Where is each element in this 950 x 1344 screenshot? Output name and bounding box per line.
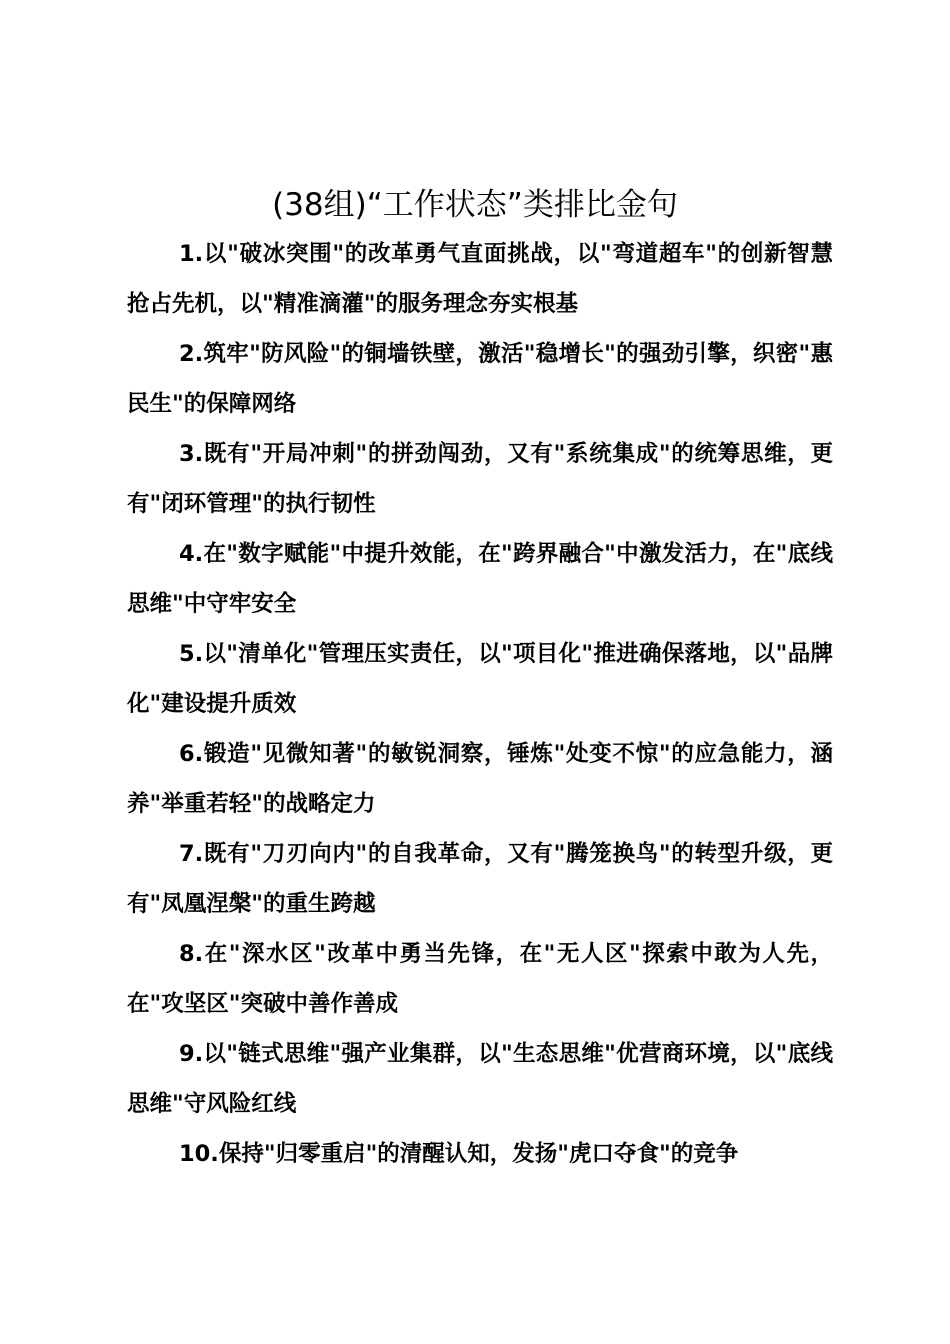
document-body (127, 229, 833, 1179)
paragraph-1: 1.以"破冰突围"的改革勇气直面挑战，以"弯道超车"的创新智慧抢占先机，以"精准滴灌"的服务理念夯实根基 (127, 241, 833, 317)
paragraph-6: 6.锻造"见微知著"的敏锐洞察，锤炼"处变不惊"的应急能力，涵养"举重若轻"的战略定力 (127, 741, 833, 817)
paragraph-5: 5.以"清单化"管理压实责任，以"项目化"推进确保落地，以"品牌化"建设提升质效 (127, 641, 833, 717)
paragraph-7: 7.既有"刀刃向内"的自我革命，又有"腾笼换鸟"的转型升级，更有"凤凰涅槃"的重生跨越 (127, 841, 833, 917)
paragraph-8: 8.在"深水区"改革中勇当先锋，在"无人区"探索中敢为人先，在"攻坚区"突破中善作善成 (127, 941, 833, 1017)
paragraph-9: 9.以"链式思维"强产业集群，以"生态思维"优营商环境，以"底线思维"守风险红线 (127, 1041, 833, 1117)
paragraph-2: 2.筑牢"防风险"的铜墙铁壁，激活"稳增长"的强劲引擎，织密"惠民生"的保障网络 (127, 341, 833, 417)
paragraph-4: 4.在"数字赋能"中提升效能，在"跨界融合"中激发活力，在"底线思维"中守牢安全 (127, 541, 833, 617)
document-title: (38组)“工作状态”类排比金句 (272, 187, 678, 223)
paragraph-10: 10.保持"归零重启"的清醒认知，发扬"虎口夺食"的竞争 (179, 1141, 739, 1167)
paragraph-3: 3.既有"开局冲刺"的拼劲闯劲，又有"系统集成"的统筹思维，更有"闭环管理"的执行韧性 (127, 441, 833, 517)
